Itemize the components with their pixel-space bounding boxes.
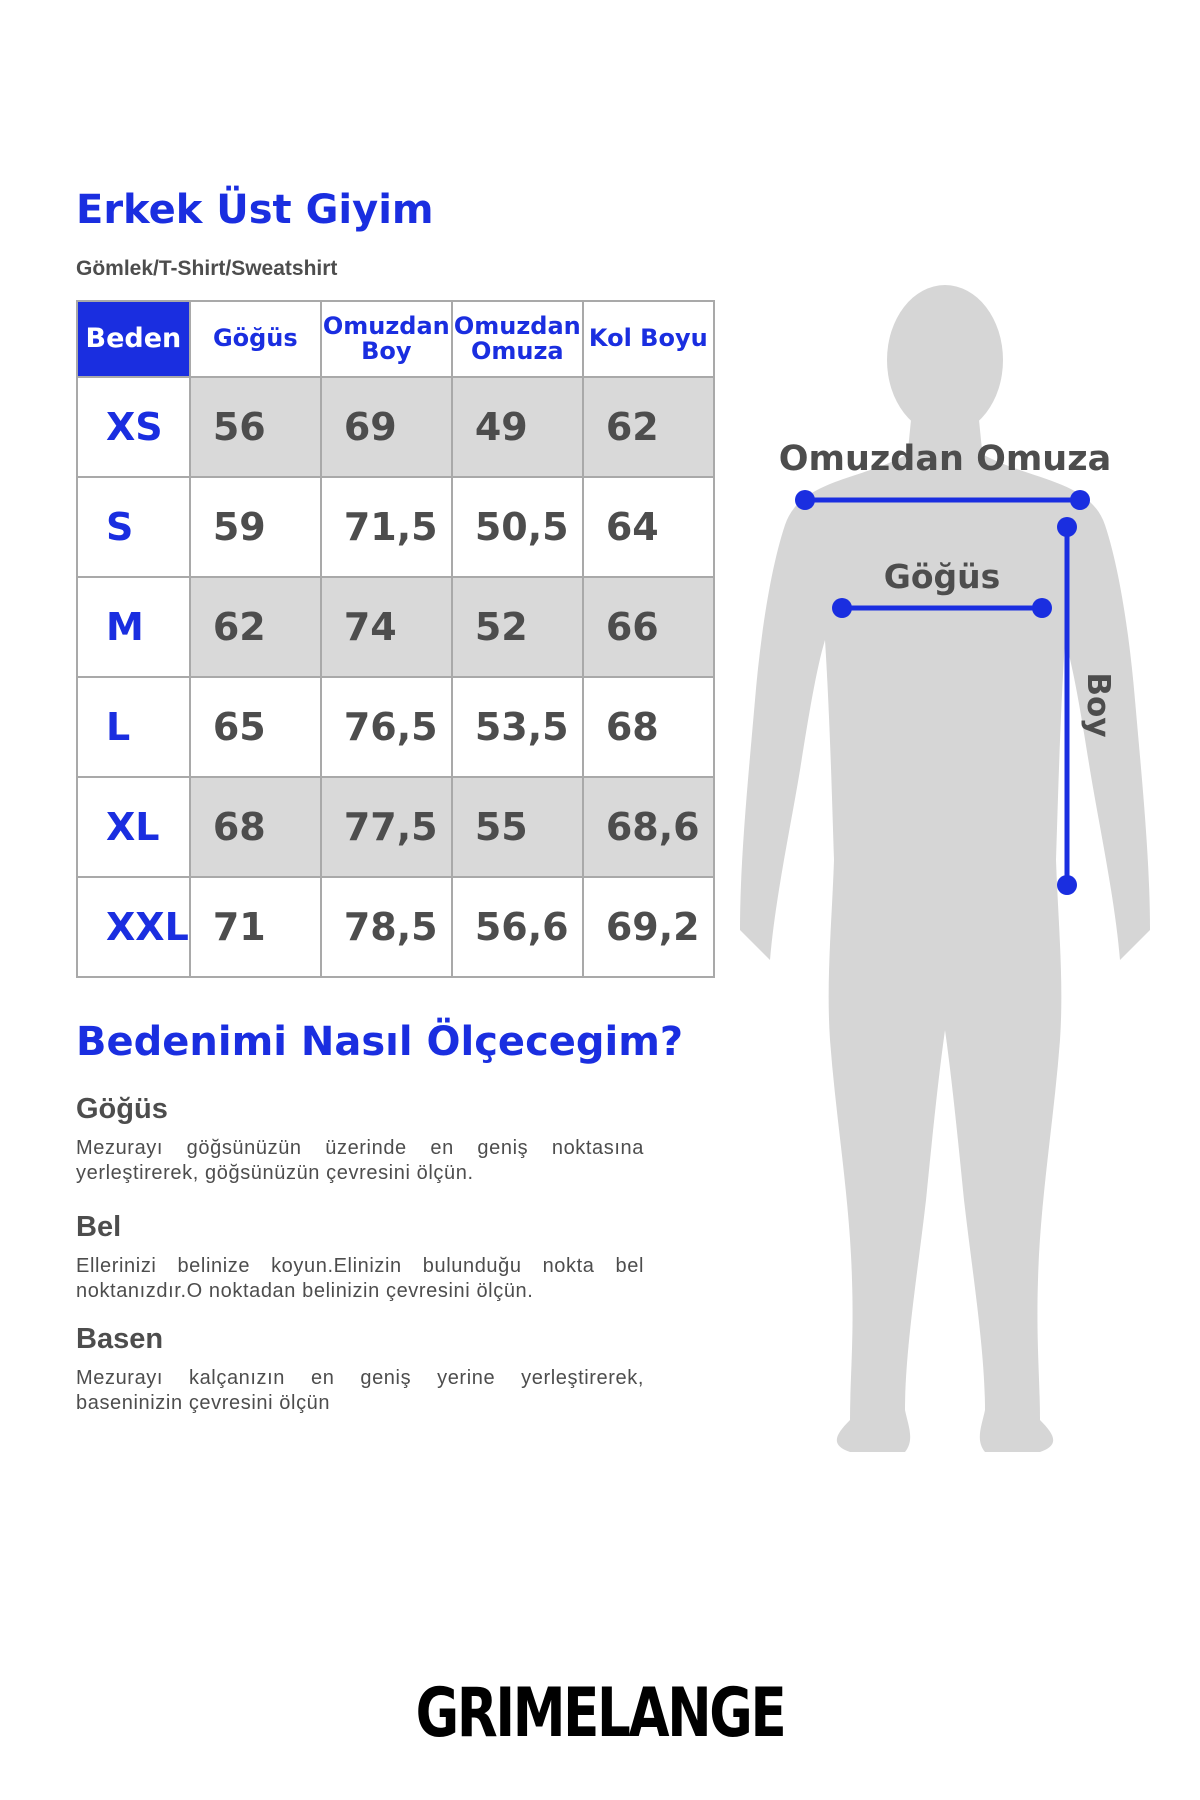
sleeve-cell: 69,2 <box>583 877 714 977</box>
size-cell: M <box>77 577 190 677</box>
howto-text: Mezurayı kalçanızın en geniş yerine yerleştirerek, baseninizin çevresini ölçün <box>76 1367 644 1414</box>
howto-title: Bedenimi Nasıl Ölçecegim? <box>76 1019 684 1065</box>
sleeve-cell: 68 <box>583 677 714 777</box>
sleeve-cell: 68,6 <box>583 777 714 877</box>
shoulder-left-dot <box>795 490 815 510</box>
chest-cell: 59 <box>190 477 321 577</box>
howto-heading: Bel <box>76 1211 122 1243</box>
chest-label: Göğüs <box>883 557 1001 596</box>
chest-left-dot <box>832 598 852 618</box>
howto-chest <box>76 1095 644 1186</box>
chest-cell: 65 <box>190 677 321 777</box>
size-cell: L <box>77 677 190 777</box>
table-row <box>77 377 714 477</box>
length-cell: 74 <box>321 577 452 677</box>
brand-logo: GRIMELANGE <box>415 1674 785 1753</box>
shoulder-cell: 50,5 <box>452 477 583 577</box>
length-bottom-dot <box>1057 875 1077 895</box>
shoulder-cell: 56,6 <box>452 877 583 977</box>
shoulder-right-dot <box>1070 490 1090 510</box>
header-size: Beden <box>77 301 190 377</box>
chest-cell: 71 <box>190 877 321 977</box>
length-cell: 69 <box>321 377 452 477</box>
header-length: Omuzdan Boy <box>321 301 452 377</box>
header-chest: Göğüs <box>190 301 321 377</box>
size-cell: S <box>77 477 190 577</box>
length-top-dot <box>1057 517 1077 537</box>
howto-heading: Basen <box>76 1323 164 1355</box>
size-cell: XL <box>77 777 190 877</box>
shoulder-cell: 52 <box>452 577 583 677</box>
howto-text: Mezurayı göğsünüzün üzerinde en geniş noktasına yerleştirerek, göğsünüzün çevresini ölçün. <box>76 1137 644 1184</box>
howto-heading: Göğüs <box>76 1093 168 1125</box>
size-table <box>76 300 715 978</box>
chest-cell: 68 <box>190 777 321 877</box>
shoulder-label: Omuzdan Omuza <box>778 439 1112 479</box>
chest-cell: 56 <box>190 377 321 477</box>
length-cell: 77,5 <box>321 777 452 877</box>
shoulder-cell: 49 <box>452 377 583 477</box>
sleeve-cell: 66 <box>583 577 714 677</box>
table-header-row <box>77 301 714 377</box>
length-label: Boy <box>1080 672 1116 738</box>
header-shoulder: Omuzdan Omuza <box>452 301 583 377</box>
size-cell: XXL <box>77 877 190 977</box>
table-row <box>77 877 714 977</box>
howto-hips <box>76 1325 644 1416</box>
shoulder-cell: 55 <box>452 777 583 877</box>
howto-text: Ellerinizi belinize koyun.Elinizin bulunduğu nokta bel noktanızdır.O noktadan belinizin çevresini ölçün. <box>76 1255 644 1302</box>
howto-waist <box>76 1213 644 1304</box>
sleeve-cell: 62 <box>583 377 714 477</box>
chest-cell: 62 <box>190 577 321 677</box>
header-sleeve: Kol Boyu <box>583 301 714 377</box>
table-row <box>77 777 714 877</box>
length-cell: 71,5 <box>321 477 452 577</box>
table-row <box>77 677 714 777</box>
sleeve-cell: 64 <box>583 477 714 577</box>
size-cell: XS <box>77 377 190 477</box>
page-title: Erkek Üst Giyim <box>76 187 434 233</box>
length-cell: 78,5 <box>321 877 452 977</box>
length-cell: 76,5 <box>321 677 452 777</box>
body-figure <box>720 270 1180 1470</box>
chest-right-dot <box>1032 598 1052 618</box>
table-row <box>77 477 714 577</box>
page-subtitle: Gömlek/T-Shirt/Sweatshirt <box>76 257 338 280</box>
table-row <box>77 577 714 677</box>
shoulder-cell: 53,5 <box>452 677 583 777</box>
